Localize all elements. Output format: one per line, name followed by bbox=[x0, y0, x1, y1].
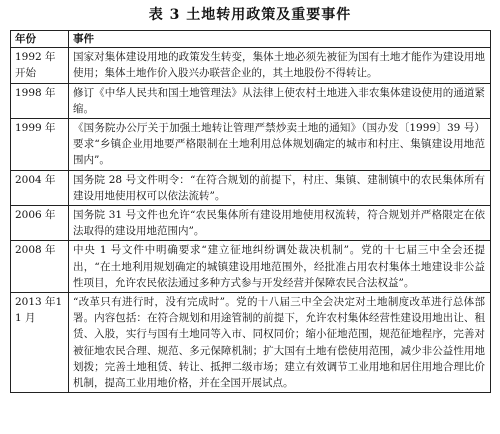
row-event: 国家对集体建设用地的政策发生转变，集体土地必须先被征为国有土地才能作为建设用地使用；集体土地作价入股兴办联营企业的，其土地股份不得转让。 bbox=[69, 48, 491, 83]
row-event: “改革只有进行时，没有完成时”。党的十八届三中全会决定对土地制度改革进行总体部署。内容包括：在符合规划和用途管制的前提下，允许农村集体经营性建设用地出让、租赁、入股，实行与国有土地同等入市、同权同价；缩小征地范围，规范征地程序，完善对被征地农民合理、规范、多元保障机制；扩大国有土地有偿使用范围，减少非公益性用地划拨；完善土地租赁、转让、抵押二级市场；建立有效调节工业用地和居住用地合理比价机制，提高工业用地价格，并在全国开展试点。 bbox=[69, 293, 491, 393]
row-event: 国务院 28 号文件明令：“在符合规划的前提下，村庄、集镇、建制镇中的农民集体所有建设用地使用权可以依法流转”。 bbox=[69, 170, 491, 205]
row-year: 2006 年 bbox=[11, 206, 69, 241]
row-event: 《国务院办公厅关于加强土地转让管理严禁炒卖土地的通知》（国办发〔1999〕39 号）要求“乡镇企业用地要严格限制在土地利用总体规划确定的城市和村庄、集镇建设用地范围内”。 bbox=[69, 119, 491, 171]
row-event: 修订《中华人民共和国土地管理法》从法律上使农村土地进入非农集体建设使用的通道紧缩。 bbox=[69, 83, 491, 118]
row-event: 国务院 31 号文件也允许“农民集体所有建设用地使用权流转，符合规划并严格限定在依法取得的建设用地范围内”。 bbox=[69, 206, 491, 241]
table-row bbox=[11, 48, 491, 83]
header-year: 年份 bbox=[11, 31, 69, 48]
table-title: 表 3 土地转用政策及重要事件 bbox=[148, 7, 352, 23]
row-year: 1992 年开始 bbox=[11, 48, 69, 83]
row-year: 1999 年 bbox=[11, 119, 69, 171]
row-event: 中央 1 号文件中明确要求“建立征地纠纷调处裁决机制”。党的十七届三中全会还提出，“在土地利用规划确定的城镇建设用地范围外，经批准占用农村集体土地建设非公益性项目，允许农民依法通过多种方式参与开发经营并保障农民合法权益”。 bbox=[69, 241, 491, 293]
header-event: 事件 bbox=[69, 31, 491, 48]
row-year: 1998 年 bbox=[11, 83, 69, 118]
table-row bbox=[11, 241, 491, 293]
row-year: 2013 年11 月 bbox=[11, 293, 69, 393]
table-row bbox=[11, 206, 491, 241]
policy-events-table bbox=[10, 30, 491, 393]
table-row bbox=[11, 119, 491, 171]
table-row bbox=[11, 293, 491, 393]
row-year: 2004 年 bbox=[11, 170, 69, 205]
table-row bbox=[11, 83, 491, 118]
row-year: 2008 年 bbox=[11, 241, 69, 293]
table-header-row bbox=[11, 31, 491, 48]
table-row bbox=[11, 170, 491, 205]
